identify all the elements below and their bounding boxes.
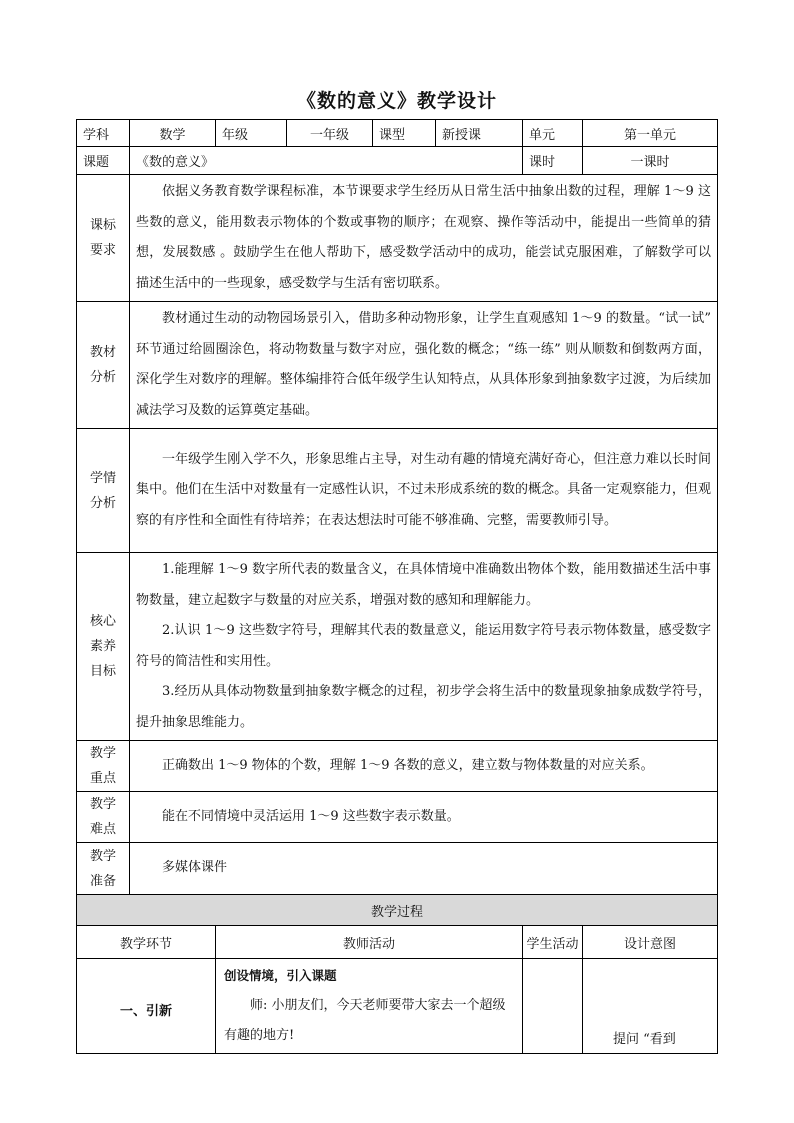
unit-value: 第一单元 xyxy=(583,120,718,147)
goals-label-1: 核心 xyxy=(89,614,116,629)
grade-value: 一年级 xyxy=(287,120,373,147)
students-label xyxy=(77,429,130,553)
students-text: 一年级学生刚入学不久，形象思维占主导，对生动有趣的情境充满好奇心，但注意力难以长时间集中。他们在生活中对数量有一定感性认识，不过未形成系统的数的概念。具备一定观察能力，但观察的有序性和全面性有待培养；在表达想法时可能不够准确、完整，需要教师引导。 xyxy=(130,429,718,553)
difficulty-label-2: 难点 xyxy=(89,822,116,837)
goals-label xyxy=(77,553,130,741)
process-intent xyxy=(583,959,718,1054)
preparation-row xyxy=(77,843,718,895)
preparation-label-2: 准备 xyxy=(89,873,116,889)
curriculum-row xyxy=(77,175,718,302)
hours-value: 一课时 xyxy=(583,147,718,175)
process-stage: 一、引新 xyxy=(77,959,216,1054)
process-col-intent: 设计意图 xyxy=(583,926,718,959)
textbook-label xyxy=(77,302,130,429)
process-col-stage: 教学环节 xyxy=(77,926,216,959)
preparation-label-1: 教学 xyxy=(89,848,116,864)
difficulty-label-1: 教学 xyxy=(89,797,116,812)
process-section-title: 教学过程 xyxy=(77,895,718,926)
goals-label-3: 目标 xyxy=(89,664,116,679)
preparation-label xyxy=(77,843,130,895)
goals-row xyxy=(77,553,718,741)
unit-label: 单元 xyxy=(523,120,583,147)
key-point-label-2: 重点 xyxy=(89,771,116,786)
process-intent-text: 提问 “看到 xyxy=(613,1032,676,1047)
process-col-teacher: 教师活动 xyxy=(216,926,523,959)
students-row xyxy=(77,429,718,553)
header-row xyxy=(77,120,718,147)
grade-label: 年级 xyxy=(216,120,287,147)
topic-value: 《数的意义》 xyxy=(130,147,523,175)
process-teacher-head: 创设情境，引入课题 xyxy=(224,968,337,983)
subject-label: 学科 xyxy=(77,120,130,147)
preparation-text: 多媒体课件 xyxy=(130,843,718,895)
key-point-text: 正确数出 1～9 物体的个数，理解 1～9 各数的意义，建立数与物体数量的对应关系。 xyxy=(130,741,718,792)
students-label-1: 学情 xyxy=(89,470,116,486)
process-row xyxy=(77,959,718,1054)
difficulty-label xyxy=(77,792,130,843)
textbook-label-1: 教材 xyxy=(89,345,116,360)
goals-label-2: 素养 xyxy=(89,639,116,654)
document-title: 《数的意义》教学设计 xyxy=(296,90,497,112)
difficulty-text: 能在不同情境中灵活运用 1～9 这些数字表示数量。 xyxy=(130,792,718,843)
textbook-text: 教材通过生动的动物园场景引入，借助多种动物形象，让学生直观感知 1～9 的数量。“试一试” 环节通过给圆圈涂色，将动物数量与数字对应，强化数的概念；“练一练” 则从顺数和倒数两方面，深化学生对数序的理解。整体编排符合低年级学生认知特点，从具体形象到抽象数字过渡，为后续加减法学习及数的运算奠定基础。 xyxy=(130,302,718,429)
process-header-row xyxy=(77,926,718,959)
goal-item-1: 1.能理解 1～9 数字所代表的数量含义，在具体情境中准确数出物体个数，能用数描述生活中事物数量，建立起数字与数量的对应关系，增强对数的感知和理解能力。 xyxy=(136,562,711,608)
curriculum-label-2: 要求 xyxy=(89,243,116,258)
type-value: 新授课 xyxy=(436,120,523,147)
topic-row xyxy=(77,147,718,175)
subject-value: 数学 xyxy=(130,120,216,147)
curriculum-text: 依据义务教育数学课程标准，本节课要求学生经历从日常生活中抽象出数的过程，理解 1～9 这些数的意义，能用数表示物体的个数或事物的顺序；在观察、操作等活动中，能提出一些简单的猜想，发展数感 。鼓励学生在他人帮助下，感受数学活动中的成功，能尝试克服困难，了解数学可以描述生活中的一些现象，感受数学与生活有密切联系。 xyxy=(130,175,718,302)
goal-item-3: 3.经历从具体动物数量到抽象数字概念的过程，初步学会将生活中的数量现象抽象成数学符号，提升抽象思维能力。 xyxy=(136,684,711,730)
students-label-2: 分析 xyxy=(89,495,116,511)
process-section-row xyxy=(77,895,718,926)
textbook-label-2: 分析 xyxy=(89,370,116,385)
difficulty-row xyxy=(77,792,718,843)
process-student-activity xyxy=(523,959,583,1054)
type-label: 课型 xyxy=(373,120,436,147)
goal-item-2: 2.认识 1～9 这些数字符号，理解其代表的数量意义，能运用数字符号表示物体数量，感受数字符号的简洁性和实用性。 xyxy=(136,623,711,669)
lesson-plan-table xyxy=(76,119,718,1054)
process-col-student: 学生活动 xyxy=(523,926,583,959)
curriculum-label xyxy=(77,175,130,302)
key-point-row xyxy=(77,741,718,792)
hours-label: 课时 xyxy=(523,147,583,175)
topic-label: 课题 xyxy=(77,147,130,175)
process-teacher-text: 师: 小朋友们，今天老师要带大家去一个超级有趣的地方! xyxy=(224,998,506,1043)
curriculum-label-1: 课标 xyxy=(89,218,116,233)
key-point-label xyxy=(77,741,130,792)
key-point-label-1: 教学 xyxy=(89,746,116,761)
goals-text xyxy=(130,553,718,741)
process-teacher-activity xyxy=(216,959,523,1054)
textbook-row xyxy=(77,302,718,429)
